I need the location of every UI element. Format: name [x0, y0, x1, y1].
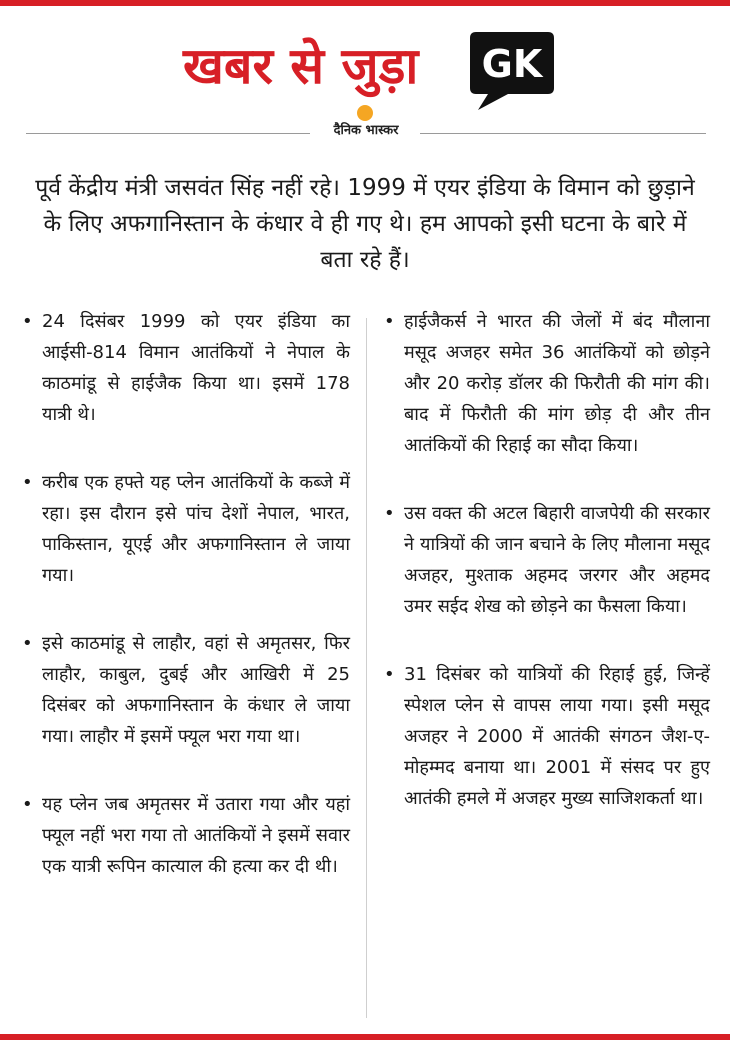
item-text: यह प्लेन जब अमृतसर में उतारा गया और यहां फ्यूल नहीं भरा गया तो आतंकियों ने इसमें सवार एक यात्री रूपिन कात्याल की हत्या कर दी थी। — [42, 794, 350, 877]
item-text: करीब एक हफ्ते यह प्लेन आतंकियों के कब्जे में रहा। इस दौरान इसे पांच देशों नेपाल, भारत, पाकिस्तान, यूएई और अफगानिस्तान ले जाया गया। — [42, 472, 350, 586]
sun-dot-icon — [357, 105, 373, 121]
divider-line-right — [420, 133, 706, 134]
divider-line-left — [26, 133, 310, 134]
bullet-icon: • — [22, 311, 33, 332]
brand-logo: दैनिक भास्कर — [333, 123, 399, 138]
bullet-icon: • — [22, 633, 33, 654]
column-divider — [366, 318, 367, 1018]
item-text: 24 दिसंबर 1999 को एयर इंडिया का आईसी-814 विमान आतंकियों ने नेपाल के काठमांडू से हाईजैक किया था। इसमें 178 यात्री थे। — [42, 311, 350, 425]
left-column — [22, 306, 350, 919]
bullet-icon: • — [384, 664, 395, 685]
list-item — [22, 628, 350, 752]
list-item — [22, 467, 350, 591]
gk-badge-text: GK — [481, 42, 543, 86]
gk-speech-bubble-icon — [468, 30, 556, 112]
intro-paragraph: पूर्व केंद्रीय मंत्री जसवंत सिंह नहीं रहे। 1999 में एयर इंडिया के विमान को छुड़ाने के लिए अफगानिस्तान के कंधार वे ही गए थे। हम आपको इसी घटना के बारे में बता रहे हैं। — [35, 175, 695, 273]
top-accent-bar — [0, 0, 730, 6]
list-item — [384, 306, 710, 461]
item-text: उस वक्त की अटल बिहारी वाजपेयी की सरकार ने यात्रियों की जान बचाने के लिए मौलाना मसूद अजहर, मुश्ताक अहमद जरगर और अहमद उमर सईद शेख को छोड़ने का फैसला किया। — [404, 503, 710, 617]
item-text: हाईजैकर्स ने भारत की जेलों में बंद मौलाना मसूद अजहर समेत 36 आतंकियों को छोड़ने और 20 करोड़ डॉलर की फिरौती की मांग की। बाद में फिरौती की मांग छोड़ दी और तीन आतंकियों की रिहाई का सौदा किया। — [404, 311, 710, 456]
list-item — [22, 306, 350, 430]
bullet-icon: • — [22, 794, 33, 815]
item-text: इसे काठमांडू से लाहौर, वहां से अमृतसर, फिर लाहौर, काबुल, दुबई और आखिरी में 25 दिसंबर को अफगानिस्तान के कंधार ले जाया गया। लाहौर में इसमें फ्यूल भरा गया था। — [42, 633, 350, 747]
bottom-accent-bar — [0, 1034, 730, 1040]
page-title: खबर से जुड़ा — [183, 37, 419, 95]
bullet-icon: • — [22, 472, 33, 493]
bullet-icon: • — [384, 503, 395, 524]
bullet-icon: • — [384, 311, 395, 332]
item-text: 31 दिसंबर को यात्रियों की रिहाई हुई, जिन्हें स्पेशल प्लेन से वापस लाया गया। इसी मसूद अजहर ने 2000 में आतंकी संगठन जैश-ए-मोहम्मद बनाया था। 2001 में संसद पर हुए आतंकी हमले में अजहर मुख्य साजिशकर्ता था। — [404, 664, 710, 809]
list-item — [384, 659, 710, 814]
list-item — [384, 498, 710, 622]
list-item — [22, 789, 350, 882]
right-column — [384, 306, 710, 851]
